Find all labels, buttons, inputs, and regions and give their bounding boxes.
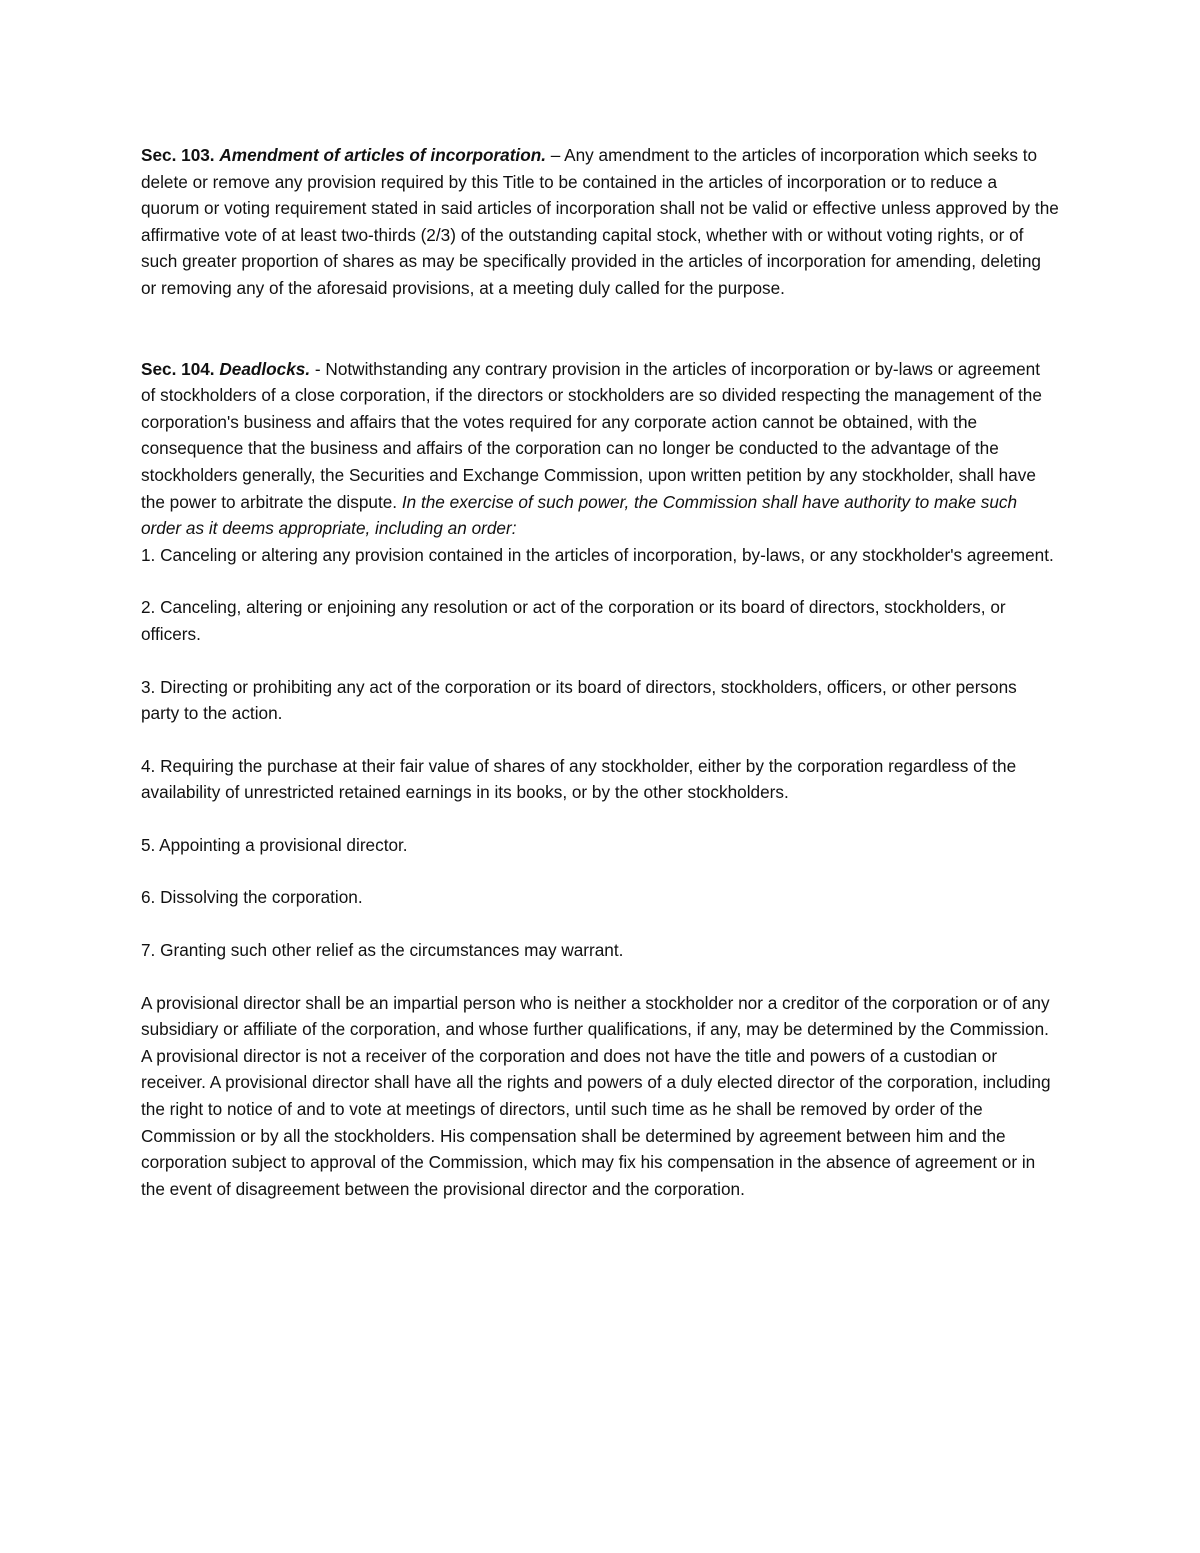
section-104-paragraph (141, 356, 1059, 542)
provisional-director-paragraph: A provisional director shall be an impartial person who is neither a stockholder nor a creditor of the corporation or of any subsidiary or affiliate of the corporation, and whose further qualifications, if any, may be determined by the Commission. A provisional director is not a receiver of the corporation and does not have the title and powers of a custodian or receiver. A provisional director shall have all the rights and powers of a duly elected director of the corporation, including the right to notice of and to vote at meetings of directors, until such time as he shall be removed by order of the Commission or by all the stockholders. His compensation shall be determined by agreement between him and the corporation subject to approval of the Commission, which may fix his compensation in the absence of agreement or in the event of disagreement between the provisional director and the corporation. (141, 992, 1051, 1199)
section-103-title: Amendment of articles of incorporation. (219, 145, 546, 165)
document-body (141, 142, 1059, 1202)
list-item: 2. Canceling, altering or enjoining any resolution or act of the corporation or its board of directors, stockholders, or officers. (141, 597, 1006, 644)
section-103-paragraph (141, 142, 1059, 302)
list-item: 6. Dissolving the corporation. (141, 887, 363, 908)
section-103-body: – Any amendment to the articles of incorporation which seeks to delete or remove any provision required by this Title to be contained in the articles of incorporation or to reduce a quorum or voting requirement stated in said articles of incorporation shall not be valid or effective unless approved by the affirmative vote of at least two-thirds (2/3) of the outstanding capital stock, whether with or without voting rights, or of such greater proportion of shares as may be specifically provided in the articles of incorporation for amending, deleting or removing any of the aforesaid provisions, at a meeting duly called for the purpose. (141, 145, 1059, 298)
list-item: 4. Requiring the purchase at their fair value of shares of any stockholder, either by the corporation regardless of the availability of unrestricted retained earnings in its books, or by the other stockholders. (141, 755, 1017, 803)
section-104-title: Deadlocks. (219, 358, 311, 379)
list-item: 7. Granting such other relief as the circumstances may warrant. (141, 940, 624, 961)
section-104-number: Sec. 104. (141, 358, 215, 379)
list-item: 3. Directing or prohibiting any act of the corporation or its board of directors, stockholders, officers, or other persons party to the action. (141, 676, 1017, 724)
list-item: 1. Canceling or altering any provision contained in the articles of incorporation, by-laws, or any stockholder's agreement. (141, 544, 1054, 565)
section-104-body: - Notwithstanding any contrary provision in the articles of incorporation or by-laws or agreement of stockholders of a close corporation, if the directors or stockholders are so divided respecting the management of the corporation's business and affairs that the votes required for any corporate action cannot be obtained, with the consequence that the business and affairs of the corporation can no longer be conducted to the advantage of the stockholders generally, the Securities and Exchange Commission, upon written petition by any stockholder, shall have the power to arbitrate the dispute. (141, 358, 1042, 512)
section-103-number: Sec. 103. (141, 145, 215, 165)
list-item: 5. Appointing a provisional director. (141, 834, 408, 855)
section-104-italic-tail: In the exercise of such power, the Commission shall have authority to make such order as it deems appropriate, including an order: (141, 491, 1018, 539)
